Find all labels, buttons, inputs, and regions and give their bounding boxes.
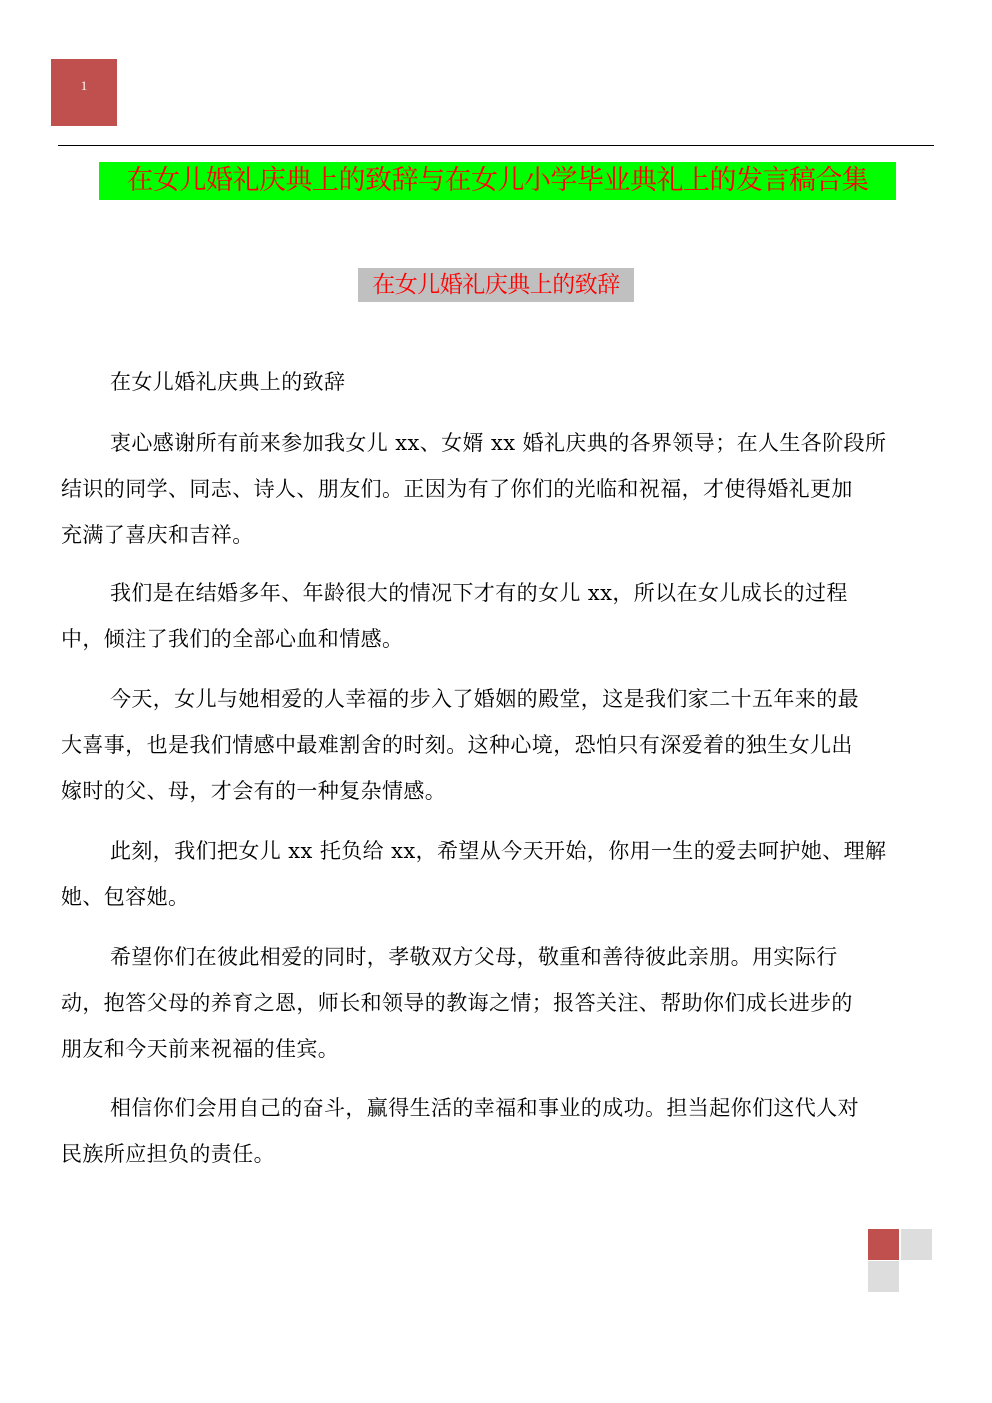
paragraph-line: 结识的同学、同志、诗人、朋友们。正因为有了你们的光临和祝福，才使得婚礼更加 bbox=[61, 477, 853, 501]
document-title: 在女儿婚礼庆典上的致辞与在女儿小学毕业典礼上的发言稿合集 bbox=[99, 162, 896, 200]
paragraph-line: 相信你们会用自己的奋斗，赢得生活的幸福和事业的成功。担当起你们这代人对 bbox=[110, 1096, 859, 1120]
paragraph-line: 她、包容她。 bbox=[61, 885, 190, 909]
footer-decoration-grey-square bbox=[868, 1261, 899, 1292]
page-number: 1 bbox=[80, 78, 88, 93]
footer-decoration-red-square bbox=[868, 1229, 899, 1260]
paragraph-line: 今天，女儿与她相爱的人幸福的步入了婚姻的殿堂，这是我们家二十五年来的最 bbox=[110, 687, 859, 711]
paragraph-line: 中，倾注了我们的全部心血和情感。 bbox=[61, 627, 404, 651]
paragraph-today bbox=[61, 676, 941, 814]
paragraph-line: 希望你们在彼此相爱的同时，孝敬双方父母，敬重和善待彼此亲朋。用实际行 bbox=[110, 945, 838, 969]
paragraph-line: 动，抱答父母的养育之恩，师长和领导的教诲之情；报答关注、帮助你们成长进步的 bbox=[61, 991, 853, 1015]
paragraph-line: 民族所应担负的责任。 bbox=[61, 1142, 275, 1166]
header-divider bbox=[58, 145, 934, 146]
paragraph-line: 在女儿婚礼庆典上的致辞 bbox=[110, 370, 346, 394]
paragraph-line: 充满了喜庆和吉祥。 bbox=[61, 523, 254, 547]
paragraph-line: 大喜事，也是我们情感中最难割舍的时刻。这种心境，恐怕只有深爱着的独生女儿出 bbox=[61, 733, 853, 757]
section-title: 在女儿婚礼庆典上的致辞 bbox=[358, 268, 634, 302]
paragraph-line: 我们是在结婚多年、年龄很大的情况下才有的女儿 xx，所以在女儿成长的过程 bbox=[110, 581, 848, 605]
paragraph-heading bbox=[61, 359, 941, 405]
paragraph-background bbox=[61, 570, 941, 662]
paragraph-entrust bbox=[61, 828, 941, 920]
paragraph-line: 此刻，我们把女儿 xx 托负给 xx，希望从今天开始，你用一生的爱去呵护她、理解 bbox=[110, 839, 887, 863]
paragraph-believe bbox=[61, 1085, 941, 1177]
paragraph-hope bbox=[61, 934, 941, 1072]
paragraph-line: 朋友和今天前来祝福的佳宾。 bbox=[61, 1037, 340, 1061]
page-number-badge bbox=[51, 59, 117, 126]
paragraph-thanks bbox=[61, 420, 941, 558]
paragraph-line: 嫁时的父、母，才会有的一种复杂情感。 bbox=[61, 779, 447, 803]
footer-decoration-grey-square bbox=[901, 1229, 932, 1260]
paragraph-line: 衷心感谢所有前来参加我女儿 xx、女婿 xx 婚礼庆典的各界领导；在人生各阶段所 bbox=[110, 431, 887, 455]
